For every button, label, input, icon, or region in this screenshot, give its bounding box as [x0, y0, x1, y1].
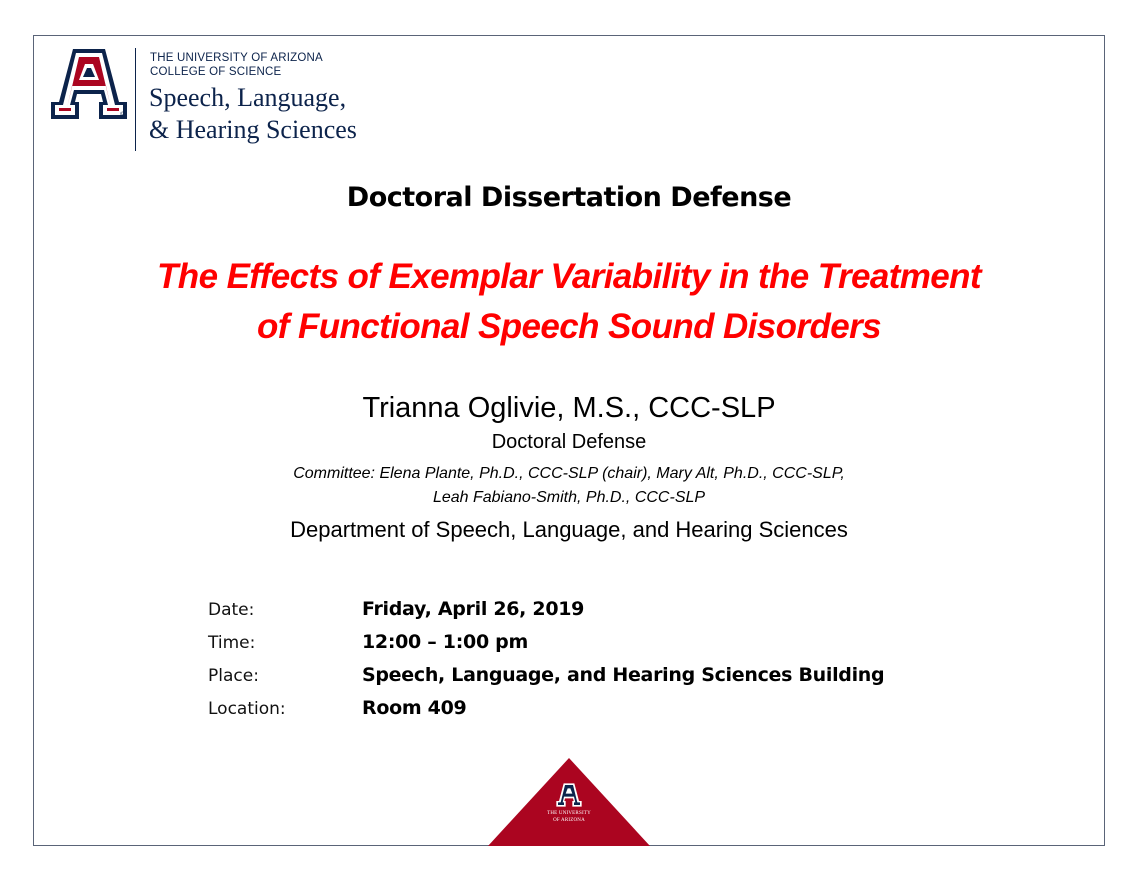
location-label: Location: — [208, 699, 286, 719]
committee-line2: Leah Fabiano-Smith, Ph.D., CCC-SLP — [432, 489, 706, 506]
university-name: THE UNIVERSITY OF ARIZONA — [150, 52, 323, 64]
committee-line1: Committee: Elena Plante, Ph.D., CCC-SLP (chair), Mary Alt, Ph.D., CCC-SLP, — [293, 465, 845, 482]
place-label: Place: — [208, 666, 259, 686]
footer-logo-icon — [555, 782, 583, 808]
dissertation-title-line1: The Effects of Exemplar Variability in the Treatment — [157, 257, 981, 296]
presenter-name: Trianna Oglivie, M.S., CCC-SLP — [362, 392, 776, 424]
time-label: Time: — [208, 633, 256, 653]
college-name: COLLEGE OF SCIENCE — [150, 66, 282, 78]
event-type-heading: Doctoral Dissertation Defense — [346, 182, 792, 213]
registered-mark: ® — [120, 112, 126, 119]
university-header — [47, 48, 437, 158]
location-value: Room 409 — [362, 697, 467, 719]
date-label: Date: — [208, 600, 255, 620]
department-name-line1: Speech, Language, — [149, 83, 347, 112]
logo-divider — [135, 48, 136, 151]
defense-subtitle: Doctoral Defense — [491, 431, 647, 453]
department-line: Department of Speech, Language, and Hearing Sciences — [290, 517, 848, 542]
university-logo-icon — [47, 48, 131, 120]
date-value: Friday, April 26, 2019 — [362, 598, 585, 620]
department-name-line2: & Hearing Sciences — [149, 115, 357, 144]
dissertation-title-line2: of Functional Speech Sound Disorders — [256, 307, 882, 346]
footer-logo-text-line1: THE UNIVERSITY — [547, 811, 591, 816]
time-value: 12:00 – 1:00 pm — [362, 631, 528, 653]
footer-logo-text-line2: OF ARIZONA — [553, 818, 585, 823]
place-value: Speech, Language, and Hearing Sciences Building — [362, 664, 885, 686]
